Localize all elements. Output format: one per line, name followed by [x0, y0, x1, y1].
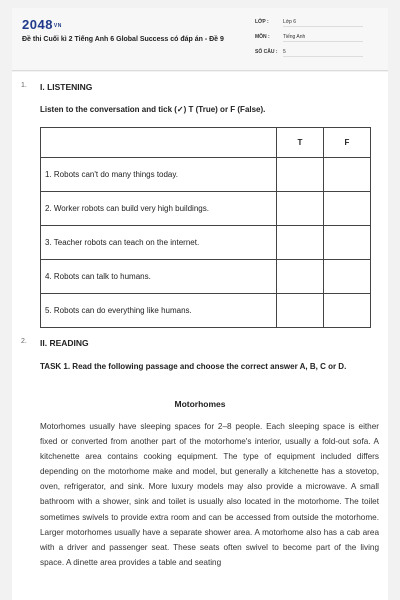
meta-count-label: SỐ CÂU : [255, 49, 278, 55]
question-content [12, 72, 388, 600]
statement-header-cell [41, 128, 277, 158]
true-false-table [40, 127, 371, 328]
false-checkbox-cell[interactable] [324, 158, 371, 192]
true-checkbox-cell[interactable] [277, 192, 324, 226]
false-checkbox-cell[interactable] [324, 192, 371, 226]
table-row [41, 192, 371, 226]
logo-suffix: VN [53, 22, 62, 29]
instruction-text: Listen to the conversation and tick (✓) T (True) or F (False). [40, 105, 266, 114]
question-number: 1. [21, 82, 27, 89]
passage-title: Motorhomes [174, 399, 226, 409]
true-checkbox-cell[interactable] [277, 260, 324, 294]
true-checkbox-cell[interactable] [277, 294, 324, 328]
meta-class-label: LỚP : [255, 19, 269, 25]
meta-subject-label: MÔN : [255, 34, 270, 40]
false-checkbox-cell[interactable] [324, 294, 371, 328]
statement-cell: 1. Robots can't do many things today. [41, 158, 277, 192]
reading-passage: Motorhomes usually have sleeping spaces for 2–8 people. Each sleeping space is either fixed or converted from another part of the motorhome's interior, usually a fold-out sofa. A kitchenette area contains cooking equipment. The type of equipment included differs depending on the motorhome make and model, but generally a kitchenette has a stovetop, oven, refrigerator, and sink. More luxury models may also provide a microwave. A small bathroom with a shower, sink and toilet is usually also located in the motorhome. The toilet sometimes swivels to provide extra room and can be accessed from outside the motorhome. Larger motorhomes usually have a separate shower area. A motorhome also has a cab area with a driver and passenger seat. These seats often swivel to become part of the living space. A dinette area provides a table and seating [40, 422, 379, 567]
true-column-header: T [277, 128, 324, 158]
table-row [41, 158, 371, 192]
site-logo[interactable] [22, 17, 62, 32]
statement-cell: 4. Robots can talk to humans. [41, 260, 277, 294]
meta-subject-row [255, 34, 375, 42]
statement-cell: 2. Worker robots can build very high buildings. [41, 192, 277, 226]
logo-text: 2048 [22, 17, 53, 32]
true-checkbox-cell[interactable] [277, 226, 324, 260]
table-header-row [41, 128, 371, 158]
question-number: 2. [21, 338, 27, 345]
statement-cell: 5. Robots can do everything like humans. [41, 294, 277, 328]
document-title: Đề thi Cuối kì 2 Tiếng Anh 6 Global Success có đáp án - Đề 9 [22, 36, 224, 43]
true-checkbox-cell[interactable] [277, 158, 324, 192]
false-checkbox-cell[interactable] [324, 260, 371, 294]
meta-count-row [255, 49, 375, 57]
section-title: I. LISTENING [40, 82, 93, 92]
task-instruction: TASK 1. Read the following passage and choose the correct answer A, B, C or D. [40, 362, 347, 371]
false-checkbox-cell[interactable] [324, 226, 371, 260]
meta-count-value: 5 [283, 49, 363, 57]
table-row [41, 226, 371, 260]
meta-class-value: Lớp 6 [283, 19, 363, 27]
section-title: II. READING [40, 338, 89, 348]
meta-class-row [255, 19, 375, 27]
table-row [41, 260, 371, 294]
false-column-header: F [324, 128, 371, 158]
statement-cell: 3. Teacher robots can teach on the internet. [41, 226, 277, 260]
meta-subject-value: Tiếng Anh [283, 34, 363, 42]
table-row [41, 294, 371, 328]
page-header [12, 8, 388, 71]
